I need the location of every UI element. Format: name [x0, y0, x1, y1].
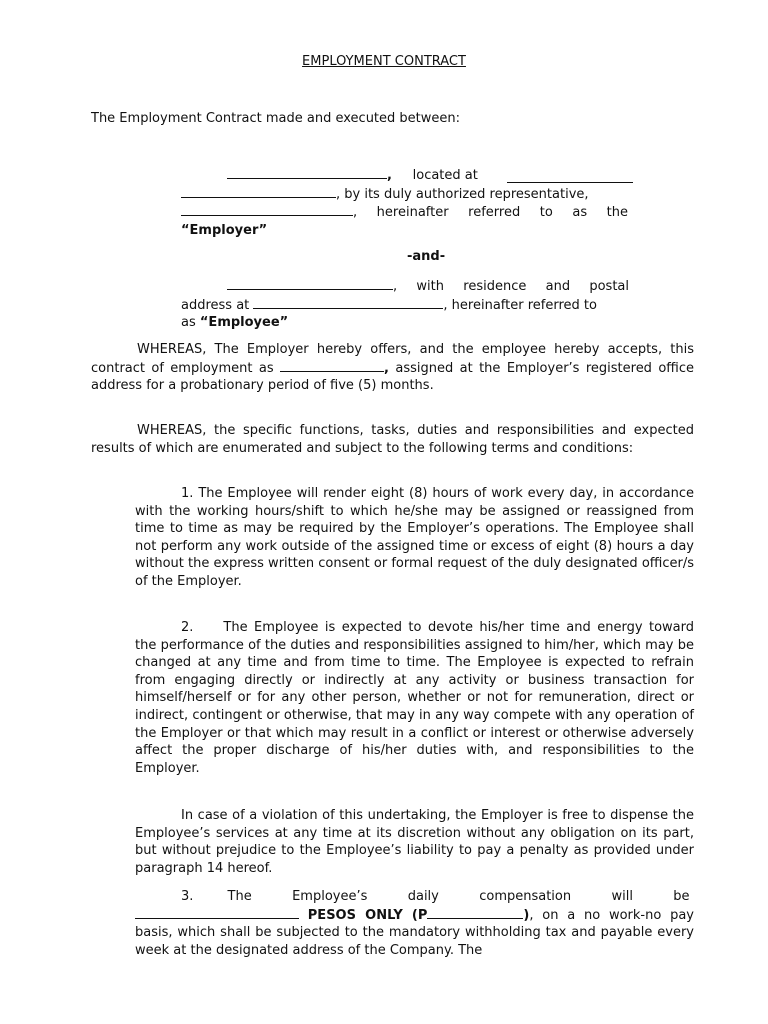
employee-address-blank[interactable]: [253, 296, 443, 309]
intro-paragraph: The Employment Contract made and executed between:: [91, 111, 461, 126]
employer-label: “Employer”: [181, 222, 268, 238]
document-title: EMPLOYMENT CONTRACT: [302, 54, 466, 69]
employer-name-blank[interactable]: [227, 166, 387, 179]
compensation-words-blank[interactable]: [135, 906, 299, 919]
employee-name-blank[interactable]: [227, 277, 393, 290]
whereas-paragraph-2: WHEREAS, the specific functions, tasks, duties and responsibilities and expected results of which are enumerated and subject to the following terms and conditions:: [91, 423, 694, 456]
clause-2: 2. The Employee is expected to devote his/her time and energy toward the performance of the duties and responsibilities assigned to him/her, which may be changed at any time and from time to time. The Employee is expected to refrain from engaging directly or indirectly at any activity or business transaction for himself/herself or for any other person, whether or not for remuneration, direct or indirect, contingent or otherwise, that may in any way compete with any operation of the Employer or that which may result in a conflict or interest or otherwise adversely affect the proper discharge of his/her duties with, and responsibilities to the Employer.: [135, 620, 694, 776]
violation-paragraph: In case of a violation of this undertaking, the Employer is free to dispense the Employee’s services at any time at its discretion without any obligation on its part, but without prejudice to the Employee’s liability to pay a penalty as provided under paragraph 14 hereof.: [135, 808, 694, 876]
clause-1: 1. The Employee will render eight (8) hours of work every day, in accordance with the working hours/shift to which he/she may be assigned or reassigned from time to time as may be required by the Employer’s operations. The Employee shall not perform any work outside of the assigned time or excess of eight (8) hours a day without the express written consent or formal request of the duly designated officer/s of the Employer.: [135, 486, 694, 589]
employer-block: , located at , by its duly authorized representative, , hereinafter referred to as the “Employer”: [181, 166, 633, 239]
compensation-amount-blank[interactable]: [427, 906, 523, 919]
and-separator: -and-: [407, 249, 446, 264]
position-blank[interactable]: [280, 359, 384, 372]
whereas-paragraph-1: WHEREAS, The Employer hereby offers, and the employee hereby accepts, this contract of employment as , assigned at the Employer’s registered office address for a probationary period of five (5) months.: [91, 342, 694, 394]
employer-location-blank-2[interactable]: [181, 185, 336, 198]
clause-3: 3. The Employee’s daily compensation will be PESOS ONLY (P ), on a no work-no pay basis, which shall be subjected to the mandatory withholding tax and payable every week at the designated address of the Company. The: [135, 889, 694, 958]
employee-block: , with residence and postal address at , hereinafter referred to as “Employee”: [181, 279, 629, 331]
employee-label: “Employee”: [199, 315, 289, 331]
representative-blank[interactable]: [181, 203, 353, 216]
employer-location-blank[interactable]: [507, 170, 633, 183]
